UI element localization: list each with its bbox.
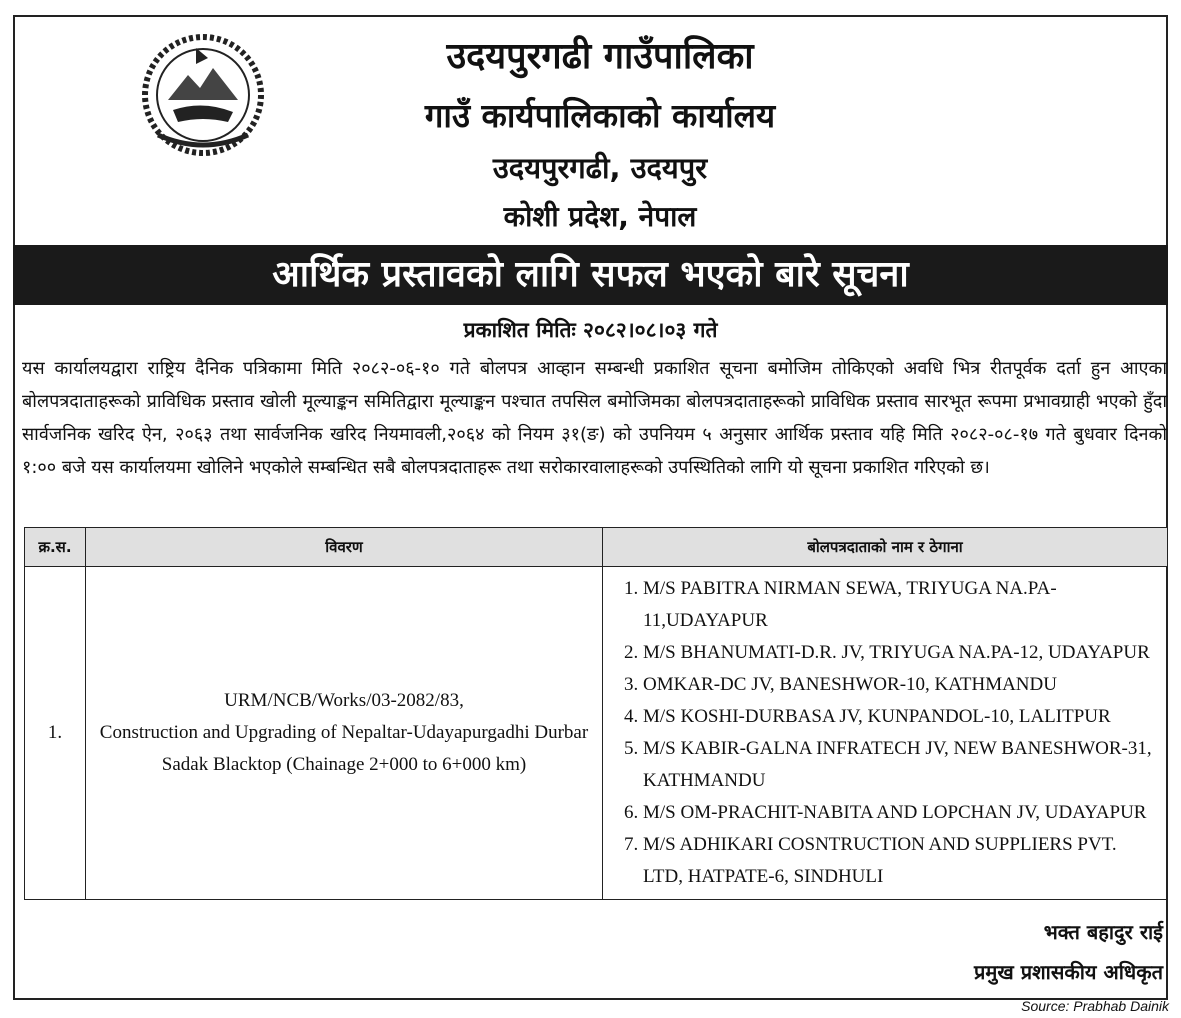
row-description (86, 567, 603, 900)
signatory-name: भक्त बहादुर राई (1043, 920, 1163, 944)
nepal-emblem-logo (138, 30, 268, 160)
bidders-table (24, 527, 1168, 900)
header-sn: क्र.स. (25, 528, 86, 567)
table-header-row (25, 528, 1168, 567)
municipality-name: उदयपुरगढी गाउँपालिका (446, 36, 754, 77)
bidder-item: 4. M/S KOSHI-DURBASA JV, KUNPANDOL-10, LALITPUR (643, 701, 1159, 733)
header-description: विवरण (86, 528, 603, 567)
bidder-item: 1. M/S PABITRA NIRMAN SEWA, TRIYUGA NA.PA-11,UDAYAPUR (643, 573, 1159, 637)
notice-body: यस कार्यालयद्वारा राष्ट्रिय दैनिक पत्रिकामा मिति २०८२-०६-१० गते बोलपत्र आव्हान सम्बन्धी प्रकाशित सूचना बमोजिम तोकिएको अवधि भित्र रीतपूर्वक दर्ता हुन आएका बोलपत्रदाताहरूको प्राविधिक प्रस्ताव खोली मूल्याङ्कन समितिद्वारा मूल्याङ्कन पश्चात तपसिल बमोजिमका बोलपत्रदाताहरूको प्राविधिक प्रस्ताव सारभूत रूपमा प्रभावग्राही भएको हुँदा सार्वजनिक खरिद ऐन, २०६३ तथा सार्वजनिक खरिद नियमावली,२०६४ को नियम ३१(ङ) को उपनियम ५ अनुसार आर्थिक प्रस्ताव यहि मिति २०८२-०८-१७ गते बुधवार दिनको १:०० बजे यस कार्यालयमा खोलिने भएकोले सम्बन्धित सबै बोलपत्रदाताहरू तथा सरोकारवालाहरूको उपस्थितिको लागि यो सूचना प्रकाशित गरिएको छ। (22, 358, 1167, 478)
contract-title: Construction and Upgrading of Nepaltar-Udayapurgadhi Durbar Sadak Blacktop (Chainage 2+000 to 6+000 km) (99, 722, 589, 775)
table-row (25, 567, 1168, 900)
office-name: गाउँ कार्यपालिकाको कार्यालय (424, 96, 776, 135)
office-address: उदयपुरगढी, उदयपुर (492, 151, 708, 185)
signatory-title: प्रमुख प्रशासकीय अधिकृत (974, 960, 1163, 984)
contract-id: URM/NCB/Works/03-2082/83, (224, 690, 464, 711)
bidder-item: 5. M/S KABIR-GALNA INFRATECH JV, NEW BANESHWOR-31, KATHMANDU (643, 733, 1159, 797)
header-bidders: बोलपत्रदाताको नाम र ठेगाना (603, 528, 1168, 567)
published-date: प्रकाशित मितिः २०८२।०८।०३ गते (463, 318, 718, 342)
bidder-item: 7. M/S ADHIKARI COSNTRUCTION AND SUPPLIERS PVT. LTD, HATPATE-6, SINDHULI (643, 829, 1159, 893)
row-bidders (603, 567, 1168, 900)
bidder-item: 6. M/S OM-PRACHIT-NABITA AND LOPCHAN JV, UDAYAPUR (643, 797, 1159, 829)
bidder-item: 2. M/S BHANUMATI-D.R. JV, TRIYUGA NA.PA-12, UDAYAPUR (643, 637, 1159, 669)
bidder-item: 3. OMKAR-DC JV, BANESHWOR-10, KATHMANDU (643, 669, 1159, 701)
row-sn: 1. (25, 567, 86, 900)
bidder-list (611, 573, 1159, 893)
notice-title-banner: आर्थिक प्रस्तावको लागि सफल भएको बारे सूचना (13, 245, 1168, 305)
province-country: कोशी प्रदेश, नेपाल (503, 200, 697, 233)
source-credit: Source: Prabhab Dainik (1021, 998, 1169, 1014)
